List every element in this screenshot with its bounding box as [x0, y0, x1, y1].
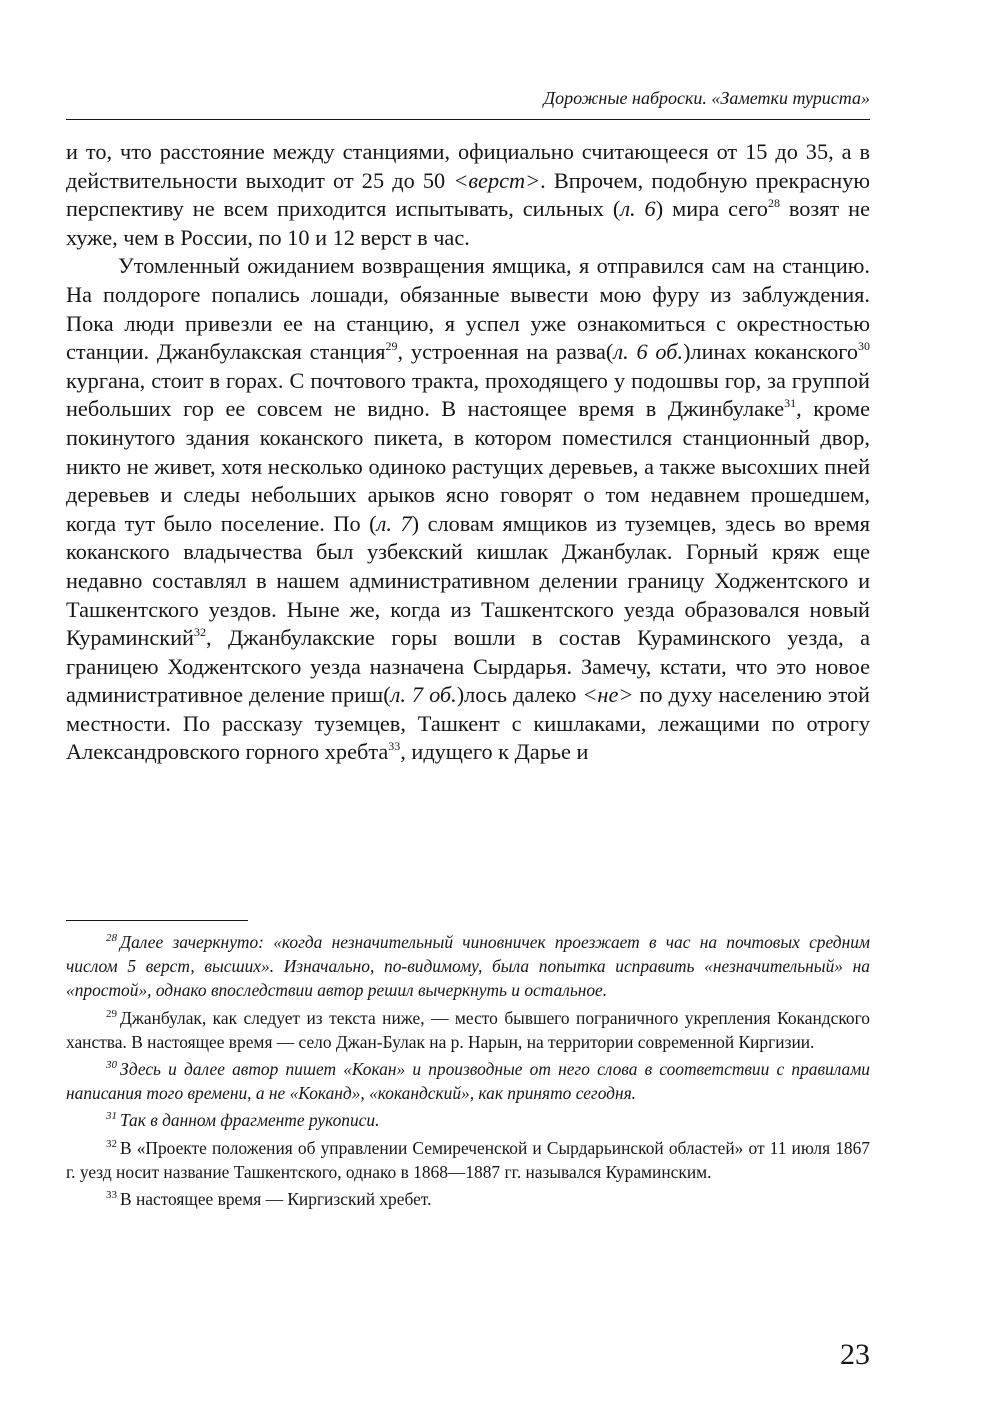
header-rule: [66, 119, 870, 120]
footnote-32: $^{32}$ В «Проекте положения об управлении Семиреченской и Сырдарьинской областей» от 11 июля 1867 г. уезд носит название Ташкентского, однако в 1868—1887 гг. назывался Кураминским.: [66, 1137, 870, 1182]
footnote-rule: [66, 920, 248, 921]
footnote-ref-29[interactable]: 29: [385, 339, 398, 354]
footnote-28: $^{28}$ Далее зачеркнуто: «когда незначительный чиновничек проезжает в час на почтовых средним числом 5 верст, высших». Изначально, по-видимому, была попытка исправить «незначительный» на «простой», однако впоследствии автор решил вычеркнуть и остальное.: [66, 932, 870, 1001]
footnote-33: $^{33}$ В настоящее время — Киргизский хребет.: [106, 1189, 432, 1210]
footnotes: [66, 930, 870, 1214]
footnote-29: $^{29}$ Джанбулак, как следует из текста ниже, — место бывшего пограничного укрепления Кокандского ханства. В настоящее время — село Джан-Булак на р. Нарын, на территории современной Киргизии.: [66, 1007, 870, 1052]
main-text: [66, 138, 870, 767]
footnote-ref-32[interactable]: 32: [193, 625, 206, 640]
footnote-31: $^{31}$ Так в данном фрагменте рукописи.: [106, 1110, 380, 1131]
footnote-30: $^{30}$ Здесь и далее автор пишет «Кокан» и производные от него слова в соответствии с правилами написания того времени, а не «Коканд», «кокандский», как принято сегодня.: [66, 1059, 870, 1104]
paragraph-1: и то, что расстояние между станциями, официально считающееся от 15 до 35, а в действительности выходит от 25 до 50 <верст>. Впрочем, подобную прекрасную перспективу не всем приходится испытывать, сильных (л. 6) мира сего$^{28}$ возят не хуже, чем в России, по 10 и 12 верст в час.: [66, 139, 870, 250]
paragraph-2: Утомленный ожиданием возвращения ямщика, я отправился сам на станцию. На полдороге попались лошади, обязанные вывести мою фуру из заблуждения. Пока люди привезли ее на станцию, я успел уже ознакомиться с окрестностью станции. Джанбулакская станция$^{29}$, устроенная на разва(л. 6 об.)линах коканского$^{30}$ кургана, стоит в горах. С почтового тракта, проходящего у подошвы гор, за группой небольших гор ее совсем не видно. В настоящее время в Джинбулаке$^{31}$, кроме покинутого здания коканского пикета, в котором поместился станционный двор, никто не живет, хотя несколько одиноко растущих деревьев, а также высохших пней деревьев и следы небольших арыков ясно говорят о том недавнем прошедшем, когда тут было поселение. По (л. 7) словам ямщиков из туземцев, здесь во время коканского владычества был узбекский кишлак Джанбулак. Горный кряж еще недавно составлял в нашем административном делении границу Ходжентского и Ташкентского уездов. Ныне же, когда из Ташкентского уезда образовался новый Кураминский$^{32}$, Джанбулакские горы вошли в состав Кураминского уезда, а границею Ходжентского уезда назначена Сырдарья. Замечу, кстати, что это новое административное деление приш(л. 7 об.)лось далеко <не> по духу населению этой местности. По рассказу туземцев, Ташкент с кишлаками, лежащими по отрогу Александровского горного хребта$^{33}$, идущего к Дарье и: [66, 253, 870, 765]
footnote-ref-31[interactable]: 31: [784, 396, 797, 411]
running-title: Дорожные наброски. «Заметки туриста»: [543, 88, 870, 108]
footnote-ref-28[interactable]: 28: [767, 196, 780, 211]
footnote-ref-33[interactable]: 33: [388, 739, 401, 754]
footnote-ref-30[interactable]: 30: [858, 339, 870, 354]
page-number: 23: [840, 1338, 870, 1371]
